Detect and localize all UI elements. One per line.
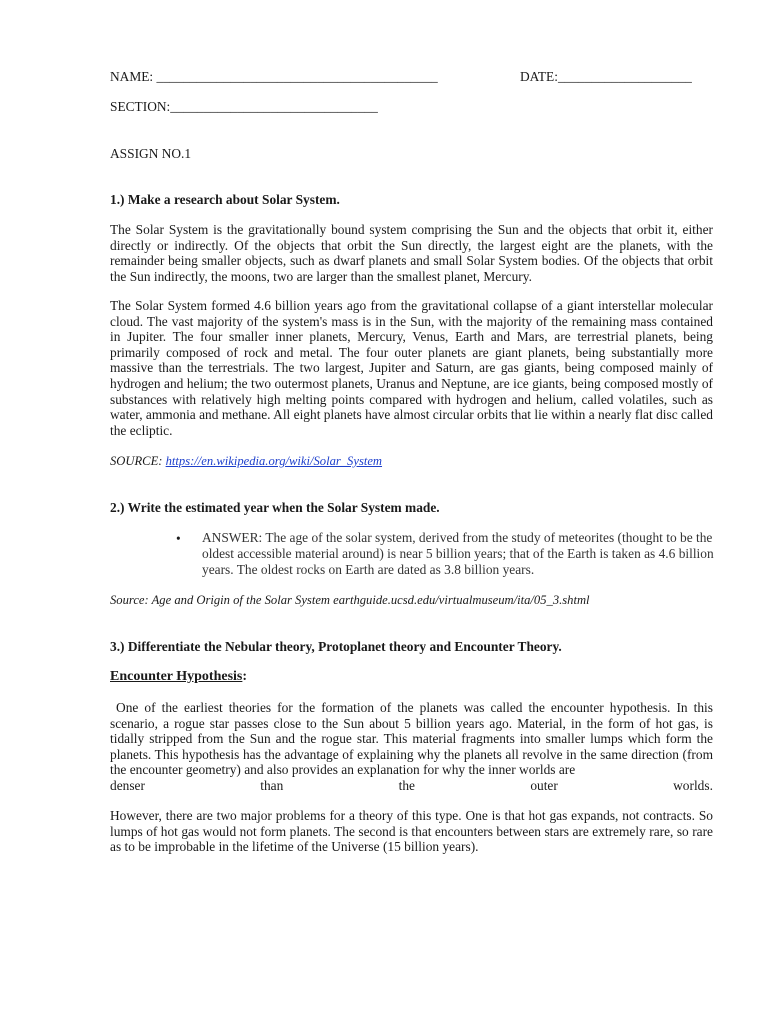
date-blank[interactable]: ____________________: [557, 69, 692, 84]
section-line: [110, 99, 378, 115]
section-label: SECTION:: [110, 99, 171, 114]
name-line: [110, 69, 438, 85]
name-label: NAME:: [110, 69, 157, 84]
encounter-hypothesis-heading: [110, 669, 247, 685]
word-outer: outer: [530, 778, 558, 793]
assign-number: ASSIGN NO.1: [110, 146, 192, 161]
word-the: the: [398, 778, 415, 793]
word-worlds: worlds.: [673, 778, 713, 793]
q2-answer: ANSWER: The age of the solar system, derived from the study of meteorites (thought to be the oldest accessible material around) is near 5 billion years; that of the Earth is taken as 4.6 billion years. The oldest rocks on Earth are dated as 3.8 billion years.: [202, 530, 714, 577]
section-blank[interactable]: _______________________________: [170, 99, 378, 114]
question-1-heading: 1.) Make a research about Solar System.: [110, 192, 340, 207]
q3-paragraph-1: One of the earliest theories for the formation of the planets was called the encounter hypothesis. In this scenario, a rogue star passes close to the Sun about 5 billion years ago. Material, in the form of hot gas, is tidally stripped from the Sun and the rogue star. This material fragments into smaller lumps which form the planets. This hypothesis has the advantage of explaining why the planets all revolve in the same direction (from the encounter geometry) and also provides an explanation for why the inner worlds are: [110, 700, 717, 778]
question-2-heading: 2.) Write the estimated year when the Solar System made.: [110, 500, 440, 515]
bullet-icon: •: [176, 531, 181, 546]
q1-paragraph-2: The Solar System formed 4.6 billion years ago from the gravitational collapse of a giant interstellar molecular cloud. The vast majority of the system's mass is in the Sun, with the majority of the remaining mass contained in Jupiter. The four smaller inner planets, Mercury, Venus, Earth and Mars, are terrestrial planets, being primarily composed of rock and metal. The four outer planets are giant planets, being substantially more massive than the terrestrials. The two largest, Jupiter and Saturn, are gas giants, being composed mainly of hydrogen and helium; the two outermost planets, Uranus and Neptune, are ice giants, being composed mostly of substances with relatively high melting points compared with hydrogen and helium, called volatiles, such as water, ammonia and methane. All eight planets have almost circular orbits that lie within a nearly flat disc called the ecliptic.: [110, 298, 713, 438]
q1-source-label: SOURCE:: [110, 454, 166, 468]
name-blank[interactable]: __________________________________________: [156, 69, 438, 84]
question-3-heading: 3.) Differentiate the Nebular theory, Protoplanet theory and Encounter Theory.: [110, 639, 562, 654]
q2-source: Source: Age and Origin of the Solar System earthguide.ucsd.edu/virtualmuseum/ita/05_3.shtml: [110, 593, 590, 607]
q3-paragraph-1-last-line: [110, 778, 713, 794]
encounter-hypothesis-title: Encounter Hypothesis: [110, 669, 243, 684]
word-than: than: [260, 778, 284, 793]
q1-paragraph-1: The Solar System is the gravitationally bound system comprising the Sun and the objects that orbit it, either directly or indirectly. Of the objects that orbit the Sun directly, the largest eight are the planets, with the remainder being smaller objects, such as dwarf planets and small Solar System bodies. Of the objects that orbit the Sun indirectly, the moons, two are larger than the smallest planet, Mercury.: [110, 222, 713, 284]
q1-source: [110, 454, 382, 469]
q3-paragraph-2: However, there are two major problems for a theory of this type. One is that hot gas expands, not contracts. So lumps of hot gas would not form planets. The second is that encounters between stars are extremely rare, so rare as to be improbable in the lifetime of the Universe (15 billion years).: [110, 808, 713, 855]
heading-colon: :: [242, 669, 248, 684]
date-line: [520, 69, 692, 85]
date-label: DATE:: [520, 69, 558, 84]
word-denser: denser: [110, 778, 145, 793]
wikipedia-link[interactable]: https://en.wikipedia.org/wiki/Solar_System: [165, 454, 383, 468]
